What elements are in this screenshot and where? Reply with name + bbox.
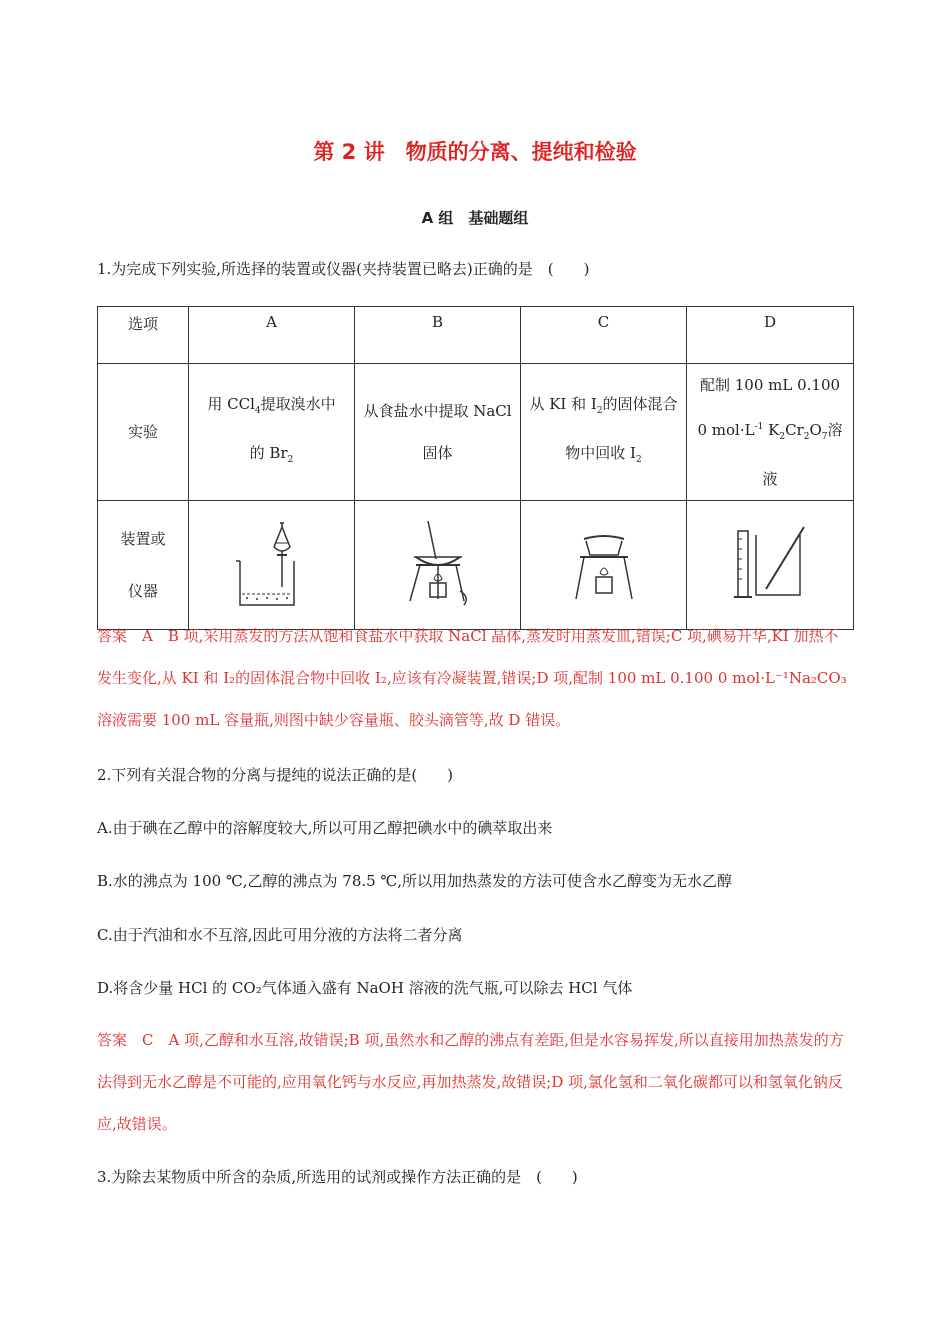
experiment-a: 用 CCl$_4$提取溴水中 的 $Br_2$ [189,364,355,501]
table-row-experiment [98,364,854,501]
question-2-option-b: B.水的沸点为 100 ℃,乙醇的沸点为 78.5 ℃,所以用加热蒸发的方法可使含水乙醇变为无水乙醇 [97,872,732,890]
question-1-answer: 答案 A B 项,采用蒸发的方法从饱和食盐水中获取 NaCl 晶体,蒸发时用蒸发皿,错误;C 项,碘易升华,KI 加热不发生变化,从 KI 和 I₂的固体混合物中回收 I₂,应该有冷凝装置,错误;D 项,配制 100 mL 0.100 0 mol·L⁻¹Na₂CO₃溶液需要 100 mL 容量瓶,则图中缺少容量瓶、胶头滴管等,故 D 错误。 [97,627,847,729]
question-2-option-a: A.由于碘在乙醇中的溶解度较大,所以可用乙醇把碘水中的碘萃取出来 [97,819,553,837]
question-2-answer: 答案 C A 项,乙醇和水互溶,故错误;B 项,虽然水和乙醇的沸点有差距,但是水容易挥发,所以直接用加热蒸发的方法得到无水乙醇是不可能的,应用氧化钙与水反应,再加热蒸发,故错误;D 项,氯化氢和二氧化碳都可以和氢氧化钠反应,故错误。 [97,1031,844,1133]
experiment-c: 从 KI 和 $I_2$的固体混合 物中回收 $I_2$ [521,364,687,501]
question-2-option-c: C.由于汽油和水不互溶,因此可用分液的方法将二者分离 [97,926,463,944]
apparatus-c [521,501,687,630]
header-cell: C [521,307,687,364]
row-label: 实验 [98,364,189,501]
header-cell: D [687,307,854,364]
experiment-b: 从食盐水中提取 NaCl 固体 [355,364,521,501]
separatory-funnel-icon [232,519,312,611]
question-2-stem: 2.下列有关混合物的分离与提纯的说法正确的是( ) [97,766,454,784]
table-header-row [98,307,854,364]
header-cell: A [189,307,355,364]
apparatus-d [687,501,854,630]
apparatus-b [355,501,521,630]
question-3-stem: 3.为除去某物质中所含的杂质,所选用的试剂或操作方法正确的是 ( ) [97,1168,578,1186]
experiment-d: 配制 100 mL 0.100 0 $mol\cdot L^{-1}$ $K_2Cr_2O_7$溶 液 [687,364,854,501]
table-row-apparatus [98,501,854,630]
page-title: 第 2 讲 物质的分离、提纯和检验 [313,140,637,164]
evaporating-dish-icon [398,519,478,611]
row-label: 装置或 仪器 [98,501,189,630]
graduated-cylinder-beaker-icon [730,519,810,611]
question-1-stem: 1.为完成下列实验,所选择的装置或仪器(夹持装置已略去)正确的是 ( ) [97,260,590,278]
header-cell: B [355,307,521,364]
question-1-table [97,306,854,630]
header-cell: 选项 [98,307,189,364]
question-2-option-d: D.将含少量 HCl 的 CO₂气体通入盛有 NaOH 溶液的洗气瓶,可以除去 HCl 气体 [97,979,633,997]
apparatus-a [189,501,355,630]
crucible-heating-icon [564,519,644,611]
section-subtitle: A 组 基础题组 [421,209,529,227]
